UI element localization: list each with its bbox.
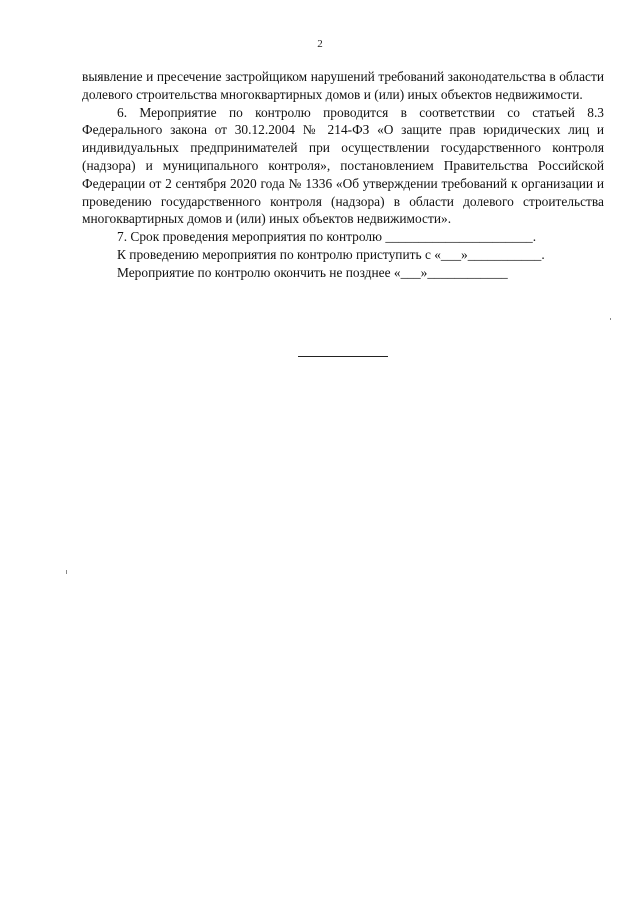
paragraph-7-term: 7. Срок проведения мероприятия по контролю ______________________. xyxy=(117,229,537,245)
paragraph-6: 6. Мероприятие по контролю проводится в соответствии со статьей 8.3 Федерального закона от 30.12.2004 № 214-ФЗ «О защите прав юридических лиц и индивидуальных предпринимателей при осуществлении государственного контроля (надзора) и муниципального контроля», постановлением Правительства Российской Федерации от 2 сентября 2020 года № 1336 «Об утверждении требований к организации и проведению государственного контроля (надзора) в области долевого строительства многоквартирных домов и (или) иных объектов недвижимости». xyxy=(82,104,604,227)
paragraph-continuation: выявление и пресечение застройщиком нарушений требований законодательства в области долевого строительства многоквартирных домов и (или) иных объектов недвижимости. xyxy=(82,69,604,102)
document-body xyxy=(82,68,604,282)
scan-speck xyxy=(66,570,67,574)
scan-speck xyxy=(610,318,611,320)
paragraph-7-end-date: Мероприятие по контролю окончить не позднее «___»____________ xyxy=(117,264,508,280)
page-number: 2 xyxy=(317,38,323,50)
paragraph-7-start-date: К проведению мероприятия по контролю приступить с «___»___________. xyxy=(117,246,545,262)
end-separator-line xyxy=(298,356,388,357)
